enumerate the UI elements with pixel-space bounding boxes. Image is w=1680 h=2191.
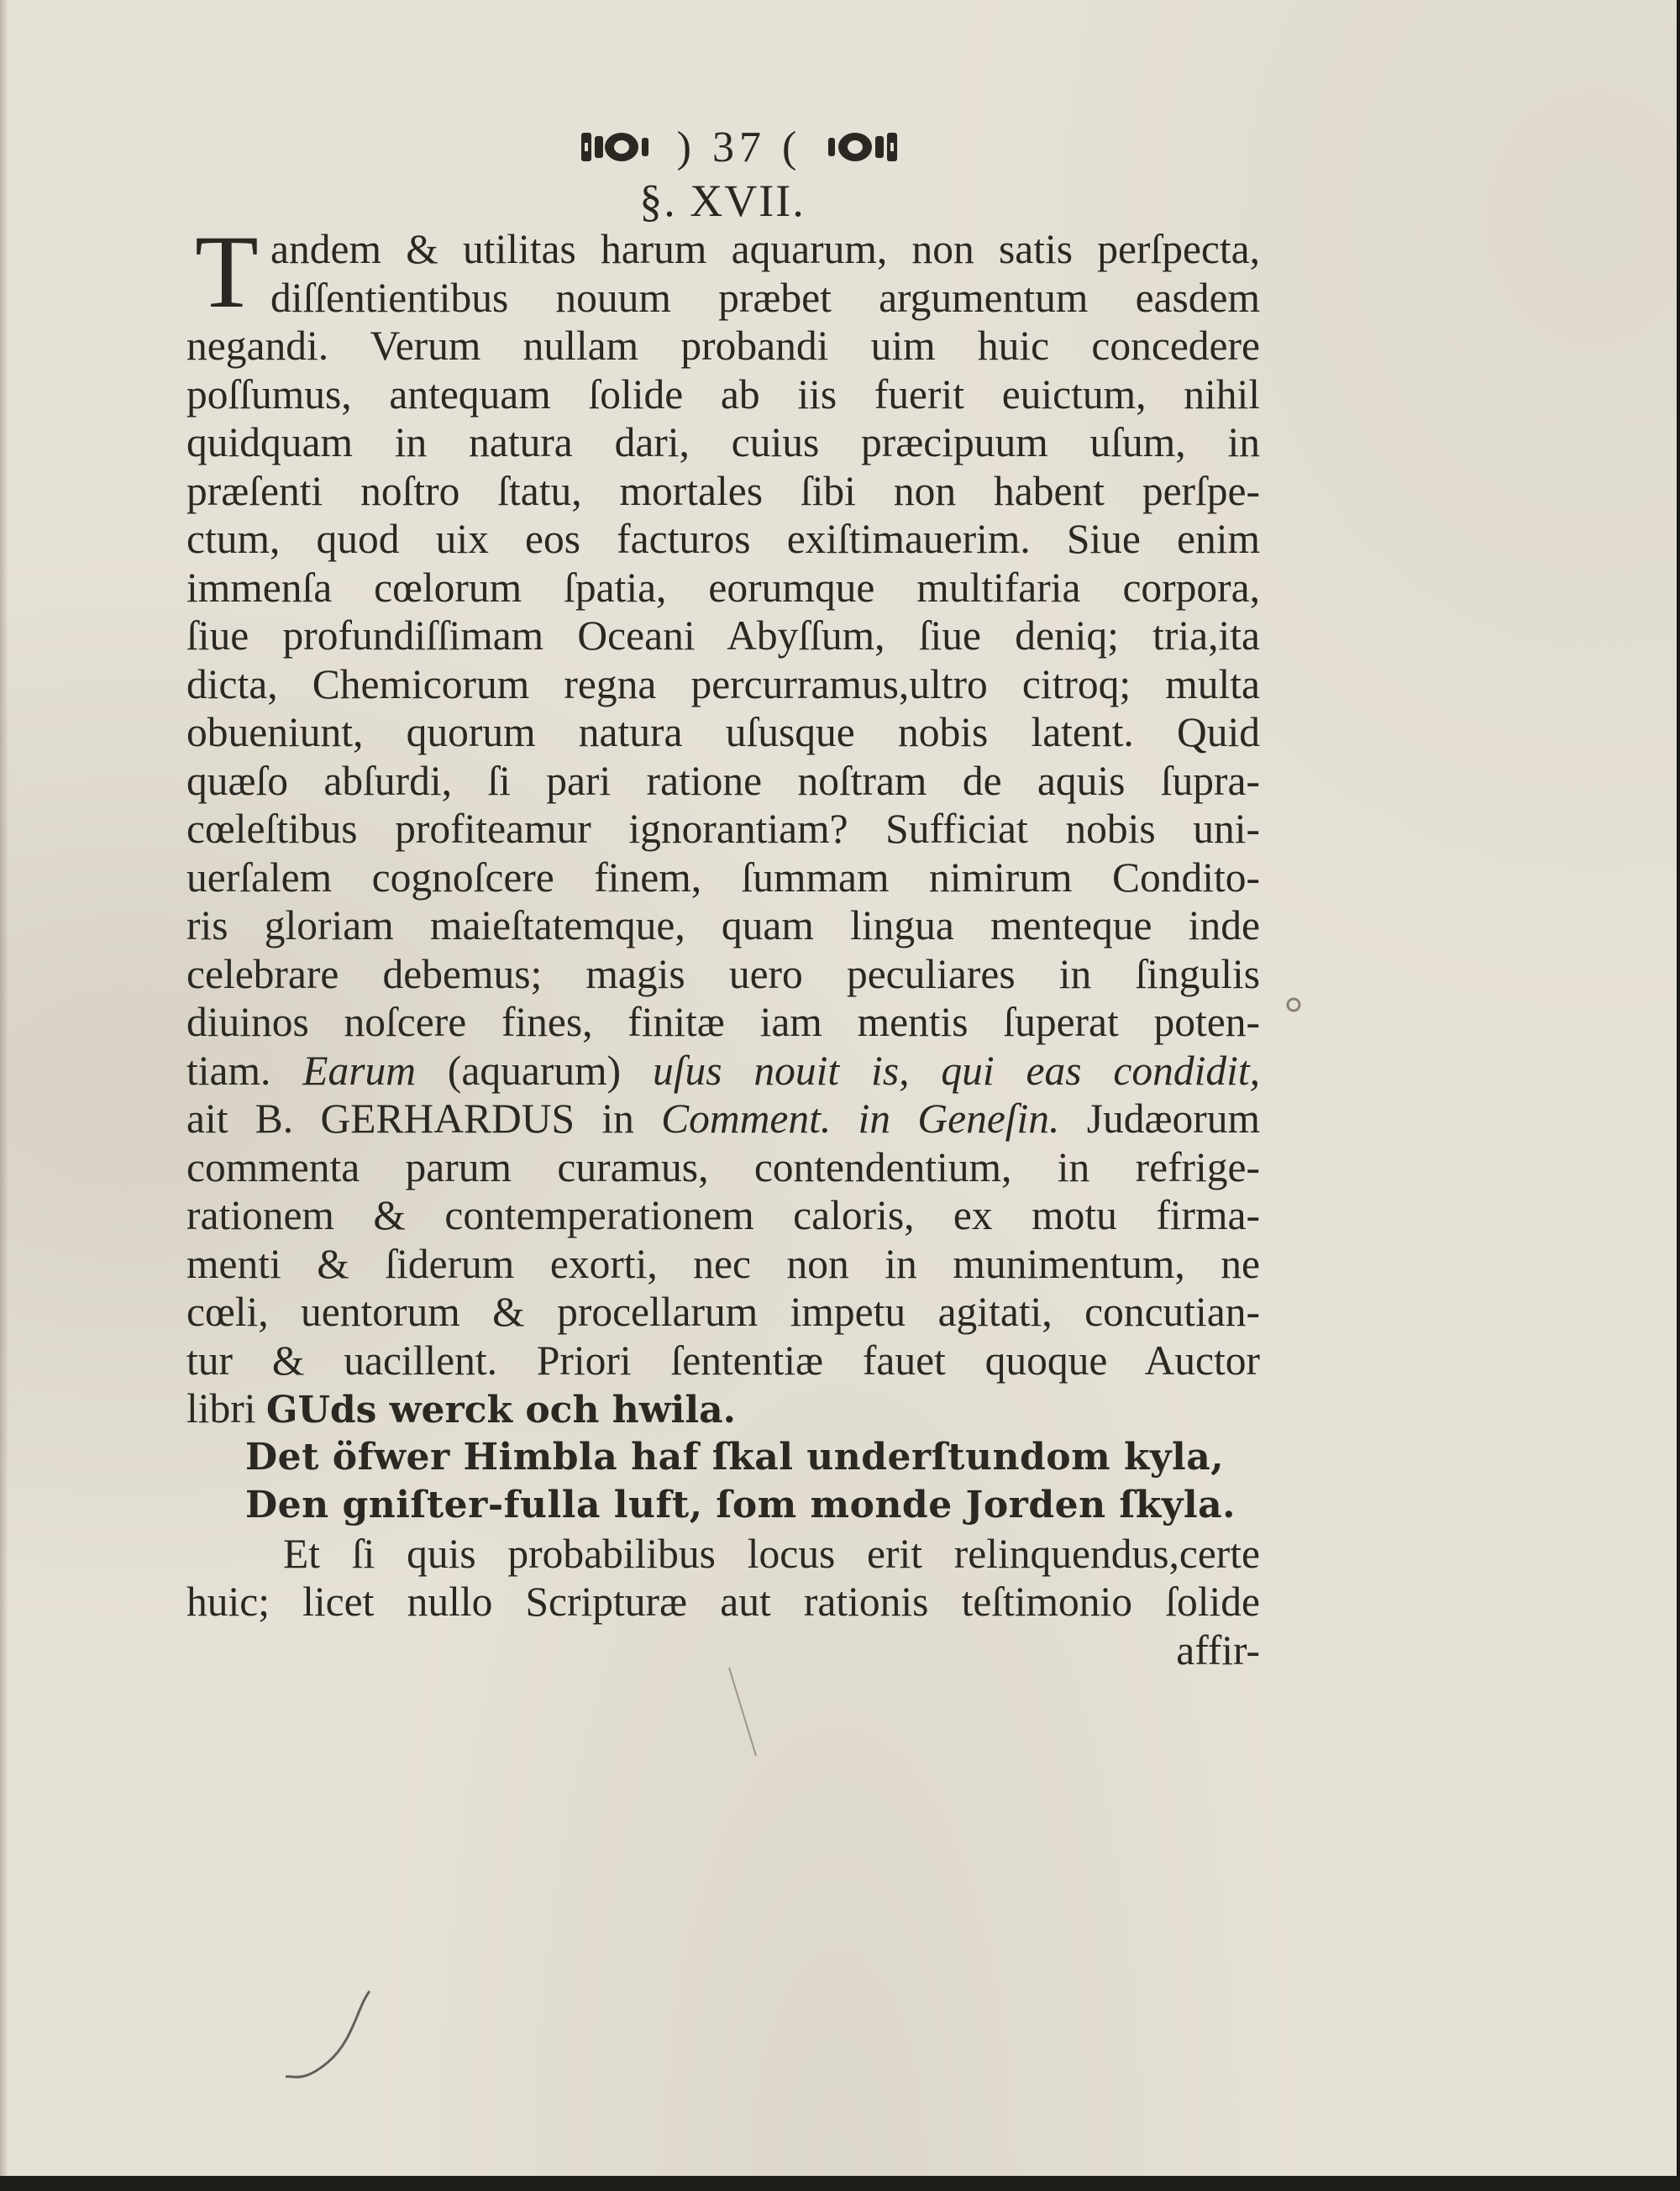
text-line: tur & uacillent. Priori ſententiæ fauet quoque Auctor (186, 1337, 1260, 1384)
text-line (186, 1047, 1260, 1096)
text-line: huic; licet nullo Scripturæ aut rationis teſtimonio ſolide (186, 1579, 1260, 1625)
right-ornament-icon (825, 128, 900, 166)
text-line: cœli, uentorum & procellarum impetu agitati, concutian- (186, 1289, 1260, 1335)
italic-run: Comment. in Geneſin. (661, 1096, 1060, 1142)
text-run: libri (186, 1385, 256, 1432)
text-line: celebrare debemus; magis uero peculiares in ſingulis (186, 950, 1260, 997)
text-line (186, 1384, 1260, 1433)
text-line: commenta parum curamus, contendentium, in refrige- (186, 1143, 1260, 1190)
paper-crease-mark (722, 1663, 773, 1764)
text-line: ſiue profundiſſimam Oceani Abyſſum, ſiue deniq; tria,ita (186, 612, 1260, 659)
text-run: Judæorum (1086, 1096, 1261, 1142)
ink-scratch-mark (277, 1983, 378, 2083)
page-number: ) 37 ( (676, 123, 802, 171)
scan-border (0, 2176, 1680, 2191)
text-run: ait B. GERHARDUS in (186, 1096, 634, 1142)
text-line: quæſo abſurdi, ſi pari ratione noſtram de aquis ſupra- (186, 757, 1260, 804)
hole-mark (1284, 995, 1304, 1015)
text-line: diuinos noſcere fines, finitæ iam mentis ſuperat poten- (186, 999, 1260, 1045)
text-line: Et ſi quis probabilibus locus erit relinquendus,certe (283, 1530, 1260, 1577)
body-text (186, 225, 1260, 1674)
text-line: obueniunt, quorum natura uſusque nobis latent. Quid (186, 709, 1260, 755)
blackletter-run: GUds werck och hwila. (265, 1389, 736, 1432)
text-run: tiam. (186, 1047, 271, 1094)
italic-run: uſus nouit is, qui eas condidit, (652, 1047, 1260, 1094)
verse-line: Den gniſter-fulla luft, ſom monde Jorden ſkyla. (245, 1484, 1236, 1526)
text-line: menti & ſiderum exorti, nec non in munimentum, ne (186, 1240, 1260, 1287)
text-line: diſſentientibus nouum præbet argumentum easdem (270, 274, 1260, 321)
section-heading: §. XVII. (639, 176, 806, 226)
left-ornament-icon (578, 128, 654, 166)
verse-line: Det öfwer Himbla haf ſkal underſtundom kyla, (245, 1435, 1225, 1479)
text-line: ctum, quod uix eos facturos exiſtimauerim. Siue enim (186, 516, 1260, 562)
text-line: poſſumus, antequam ſolide ab iis fuerit euictum, nihil (186, 370, 1260, 418)
text-line: uerſalem cognoſcere finem, ſummam nimirum Condito- (186, 854, 1260, 901)
text-run: (aquarum) (447, 1047, 622, 1094)
text-line: rationem & contemperationem caloris, ex motu firma- (186, 1192, 1260, 1238)
page-edge-shadow (0, 0, 8, 2176)
text-line: andem & utilitas harum aquarum, non satis perſpecta, (270, 226, 1260, 272)
text-line: ris gloriam maieſtatemque, quam lingua menteque inde (186, 902, 1260, 948)
text-line: cœleſtibus profiteamur ignorantiam? Sufficiat nobis uni- (186, 806, 1260, 852)
text-line: negandi. Verum nullam probandi uim huic concedere (186, 323, 1260, 369)
page-header (554, 118, 924, 176)
drop-cap: T (195, 214, 259, 329)
italic-run: Earum (302, 1047, 417, 1094)
text-line (186, 1095, 1260, 1143)
text-line: immenſa cœlorum ſpatia, eorumque multifaria corpora, (186, 564, 1260, 611)
catchword: affir- (1176, 1626, 1260, 1673)
text-line: quidquam in natura dari, cuius præcipuum uſum, in (186, 419, 1260, 465)
text-line: dicta, Chemicorum regna percurramus,ultro citroq; multa (186, 660, 1260, 707)
text-line: præſenti noſtro ſtatu, mortales ſibi non habent perſpe- (186, 467, 1260, 514)
